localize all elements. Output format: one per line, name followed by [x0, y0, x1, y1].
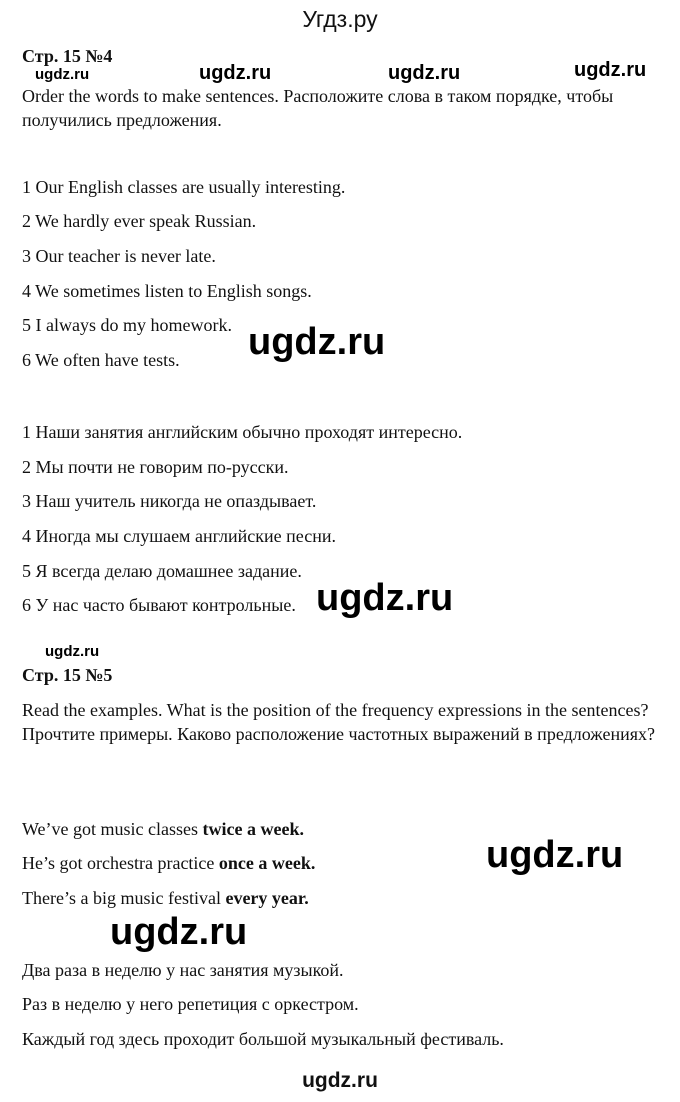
- task4-russian-line: 1 Наши занятия английским обычно проходят интересно.: [22, 422, 463, 442]
- example-frequency: once a week.: [218, 853, 316, 873]
- task5-example: [22, 817, 304, 841]
- watermark: ugdz.ru: [574, 59, 647, 81]
- task5-russian-line: Два раза в неделю у нас занятия музыкой.: [22, 960, 344, 980]
- task4-instruction: Order the words to make sentences. Расположите слова в таком порядке, чтобы получились предложения.: [22, 86, 614, 130]
- footer-watermark: ugdz.ru: [302, 1069, 378, 1092]
- site-title: Угдз.ру: [302, 6, 378, 32]
- example-text: He’s got orchestra practice: [22, 853, 219, 873]
- watermark: ugdz.ru: [316, 577, 454, 619]
- task4-english-line: 3 Our teacher is never late.: [22, 246, 216, 266]
- task4-english-line: 4 We sometimes listen to English songs.: [22, 281, 312, 301]
- example-text: We’ve got music classes: [22, 819, 203, 839]
- task4-english-line: 2 We hardly ever speak Russian.: [22, 211, 257, 231]
- example-frequency: every year.: [225, 888, 309, 908]
- task5-heading: Стр. 15 №5: [22, 665, 113, 685]
- watermark: ugdz.ru: [110, 911, 248, 953]
- task5-russian-line: Каждый год здесь проходит большой музыкальный фестиваль.: [22, 1029, 504, 1049]
- watermark: ugdz.ru: [199, 62, 272, 84]
- task4-russian-line: 4 Иногда мы слушаем английские песни.: [22, 526, 336, 546]
- task4-russian-line: 3 Наш учитель никогда не опаздывает.: [22, 491, 317, 511]
- watermark: ugdz.ru: [388, 62, 461, 84]
- task4-english-line: 6 We often have tests.: [22, 350, 180, 370]
- watermark: ugdz.ru: [248, 321, 386, 363]
- task5-russian-line: Раз в неделю у него репетиция с оркестром.: [22, 994, 359, 1014]
- task4-russian-line: 5 Я всегда делаю домашнее задание.: [22, 561, 302, 581]
- watermark: ugdz.ru: [45, 643, 100, 660]
- task4-heading: Стр. 15 №4: [22, 46, 113, 66]
- watermark: ugdz.ru: [486, 834, 624, 876]
- watermark: ugdz.ru: [35, 66, 90, 83]
- task5-example: [22, 851, 315, 875]
- example-frequency: twice a week.: [202, 819, 304, 839]
- task5-instruction: Read the examples. What is the position of the frequency expressions in the sentences? Прочтите примеры. Каково расположение частотных выражений в предложениях?: [22, 700, 655, 744]
- task5-example: [22, 886, 309, 910]
- task4-russian-line: 2 Мы почти не говорим по-русски.: [22, 457, 289, 477]
- task4-english-line: 1 Our English classes are usually interesting.: [22, 177, 346, 197]
- task4-english-line: 5 I always do my homework.: [22, 315, 232, 335]
- task4-russian-line: 6 У нас часто бывают контрольные.: [22, 595, 296, 615]
- example-text: There’s a big music festival: [22, 888, 226, 908]
